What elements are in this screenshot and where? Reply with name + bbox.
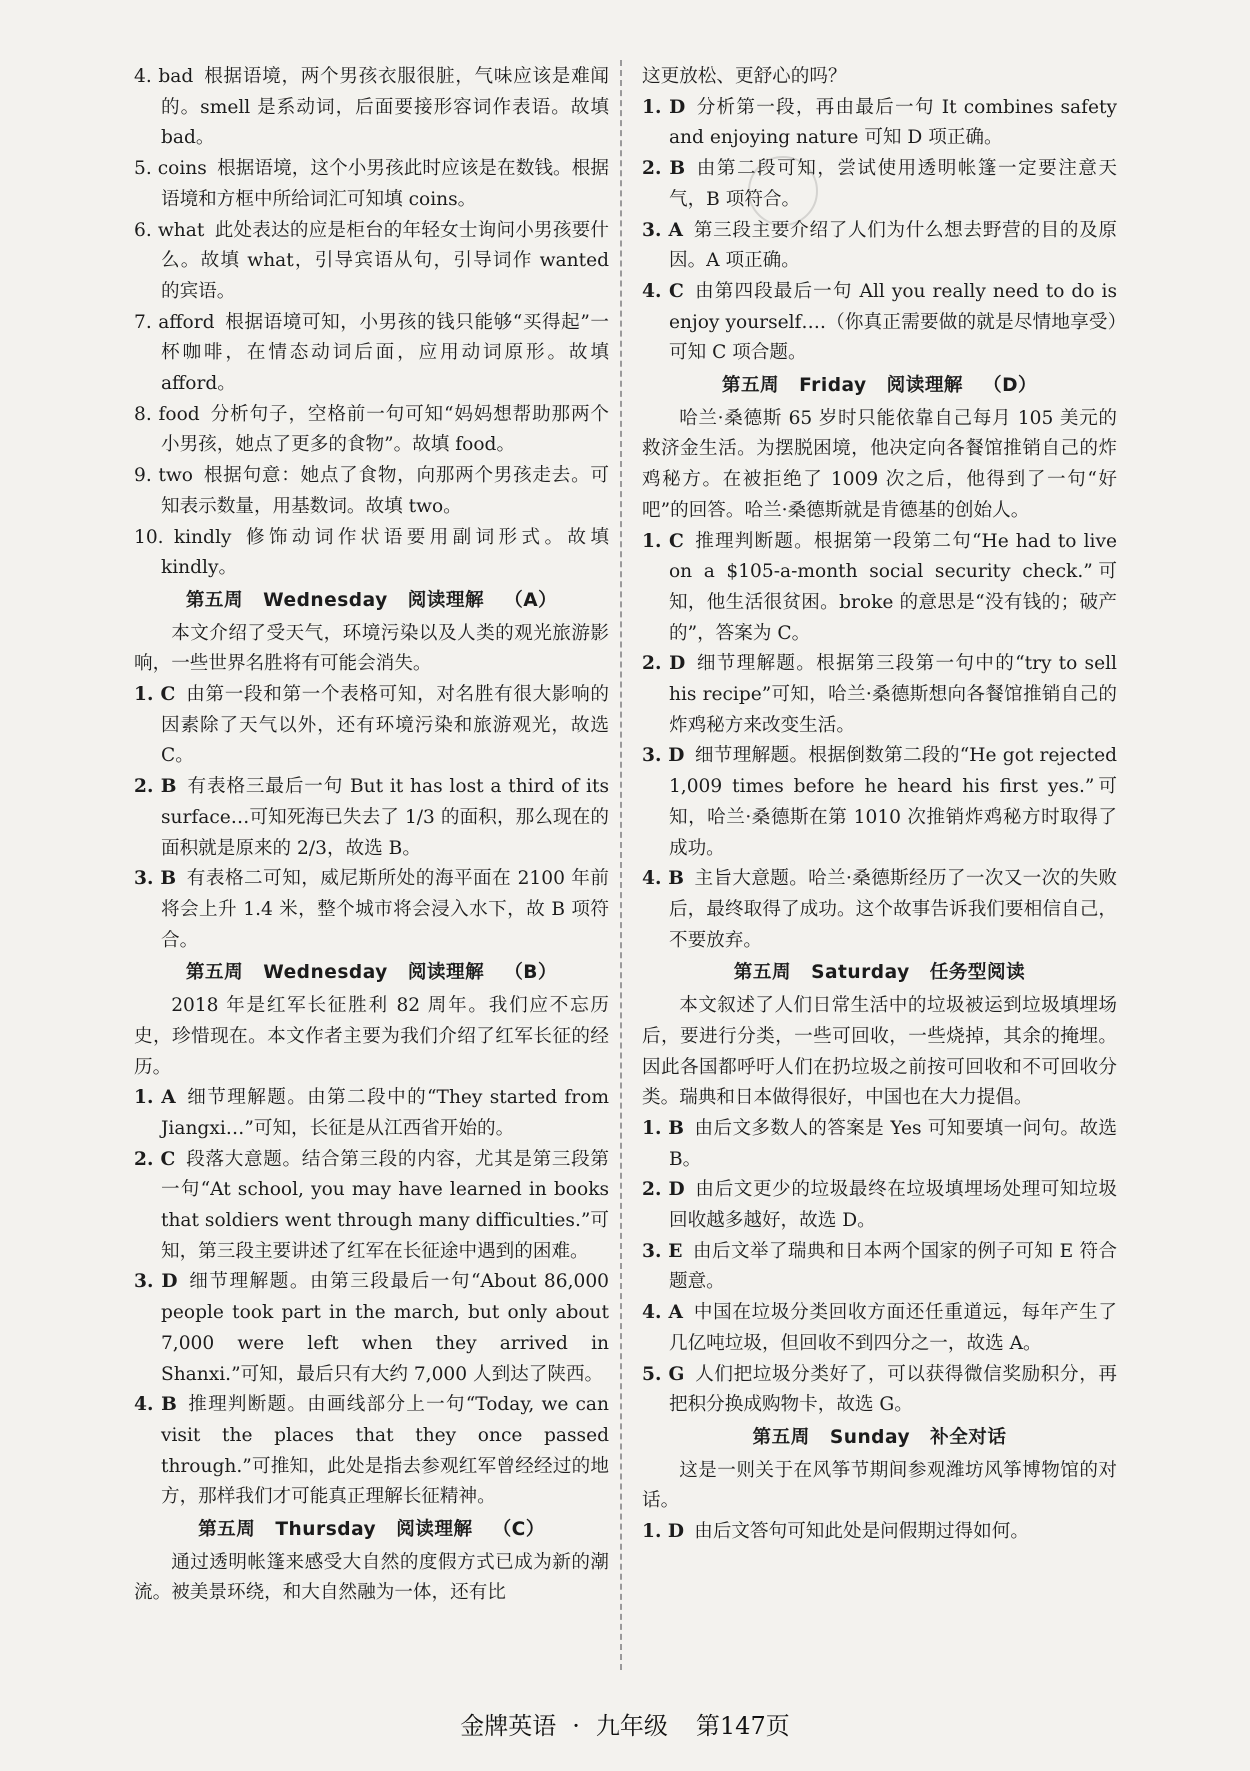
answer-item: 1. C 由第一段和第一个表格可知，对名胜有很大影响的因素除了天气以外，还有环境污染和旅游观光，故选 C。	[134, 684, 609, 767]
section-heading-wednesday-a: 第五周 Wednesday 阅读理解 （A）	[185, 589, 558, 611]
footer-separator: ·	[572, 1712, 580, 1740]
section-heading-thursday-c: 第五周 Thursday 阅读理解 （C）	[198, 1519, 545, 1541]
answer-item: 2. D 细节理解题。根据第三段第一句中的“try to sell his recipe”可知，哈兰·桑德斯想向各餐馆推销自己的炸鸡秘方来改变生活。	[642, 653, 1117, 736]
section-heading-wednesday-b: 第五周 Wednesday 阅读理解 （B）	[185, 962, 558, 984]
answer-item: 7. afford 根据语境可知，小男孩的钱只能够“买得起”一杯咖啡，在情态动词后面，应用动词原形。故填 afford。	[134, 311, 610, 395]
answer-item: 4. C 由第四段最后一句 All you really need to do is enjoy yourself….（你真正需要做的就是尽情地享受）可知 C 项合题。	[642, 280, 1117, 364]
answer-item: 1. B 由后文多数人的答案是 Yes 可知要填一问句。故选 B。	[642, 1117, 1117, 1170]
answer-item: 5. G 人们把垃圾分类好了，可以获得微信奖励积分，再把积分换成购物卡，故选 G。	[642, 1363, 1117, 1416]
column-divider	[620, 60, 622, 1670]
answer-item: 2. B 有表格三最后一句 But it has lost a third of its surface…可知死海已失去了 1/3 的面积，那么现在的面积就是原来的 2/3，故选 B。	[134, 776, 609, 859]
section-summary: 这是一则关于在风筝节期间参观潍坊风筝博物馆的对话。	[642, 1459, 1117, 1512]
answer-item: 3. B 有表格二可知，威尼斯所处的海平面在 2100 年前将会上升 1.4 米，整个城市将会浸入水下，故 B 项符合。	[134, 868, 609, 951]
answer-item: 3. E 由后文举了瑞典和日本两个国家的例子可知 E 符合题意。	[642, 1240, 1117, 1293]
section-summary: 本文介绍了受天气，环境污染以及人类的观光旅游影响，一些世界名胜将有可能会消失。	[134, 622, 609, 675]
page-number: 第147页	[695, 1712, 790, 1740]
section-summary: 哈兰·桑德斯 65 岁时只能依靠自己每月 105 美元的救济金生活。为摆脱困境，他决定向各餐馆推销自己的炸鸡秘方。在被拒绝了 1009 次之后，他得到了一句“好吧”的回答。哈兰·桑德斯就是肯德基的创始人。	[642, 407, 1117, 521]
book-title: 金牌英语	[460, 1712, 557, 1740]
section-summary: 本文叙述了人们日常生活中的垃圾被运到垃圾填埋场后，要进行分类，一些可回收，一些烧掉，其余的掩埋。因此各国都呼吁人们在扔垃圾之前按可回收和不可回收分类。瑞典和日本做得很好，中国也在大力提倡。	[642, 995, 1117, 1109]
answer-item: 1. A 细节理解题。由第二段中的“They started from Jiangxi…”可知，长征是从江西省开始的。	[134, 1087, 609, 1139]
right-column	[642, 62, 1117, 1548]
answer-item: 8. food 分析句子，空格前一句可知“妈妈想帮助那两个小男孩，她点了更多的食物”。故填 food。	[134, 403, 609, 456]
answer-item: 2. C 段落大意题。结合第三段的内容，尤其是第三段第一句“At school, you may have learned in books that soldiers went through many difficulties.”可知，第三段主要讲述了红军在长征途中遇到的困难。	[134, 1148, 609, 1262]
section-heading-friday-d: 第五周 Friday 阅读理解 （D）	[721, 375, 1038, 397]
answer-item: 4. B 推理判断题。由画线部分上一句“Today, we can visit the places that they once passed through.”可推知，此处是指去参观红军曾经经过的地方，那样我们才可能真正理解长征精神。	[134, 1394, 609, 1508]
answer-item: 1. D 分析第一段，再由最后一句 It combines safety and enjoying nature 可知 D 项正确。	[642, 96, 1117, 149]
fill-blank-answers	[134, 62, 609, 584]
answer-item: 2. B 由第二段可知，尝试使用透明帐篷一定要注意天气，B 项符合。	[642, 158, 1117, 210]
answer-item: 6. what 此处表达的应是柜台的年轻女士询问小男孩要什么。故填 what，引导宾语从句，引导词作 wanted 的宾语。	[134, 219, 609, 302]
section-summary: 通过透明帐篷来感受大自然的度假方式已成为新的潮流。被美景环绕，和大自然融为一体，还有比	[134, 1551, 609, 1604]
answer-item: 9. two 根据句意：她点了食物，向那两个男孩走去。可知表示数量，用基数词。故填 two。	[134, 465, 609, 517]
grade-label: 九年级	[595, 1712, 668, 1740]
answer-item: 4. A 中国在垃圾分类回收方面还任重道远，每年产生了几亿吨垃圾，但回收不到四分之一，故选 A。	[642, 1302, 1117, 1354]
section-summary: 2018 年是红军长征胜利 82 周年。我们应不忘历史，珍惜现在。本文作者主要为我们介绍了红军长征的经历。	[134, 995, 609, 1078]
page-footer	[0, 1706, 1250, 1741]
answer-item: 5. coins 根据语境，这个小男孩此时应该是在数钱。根据语境和方框中所给词汇可知填 coins。	[134, 158, 609, 210]
answer-item: 3. D 细节理解题。由第三段最后一句“About 86,000 people took part in the march, but only about 7,000 were left when they arrived in Shanxi.”可知，最后只有大约 7,000 人到达了陕西。	[134, 1271, 609, 1385]
answer-item: 1. D 由后文答句可知此处是问假期过得如何。	[642, 1521, 1029, 1543]
left-column	[134, 62, 609, 1609]
section-summary-continued: 这更放松、更舒心的吗？	[642, 66, 847, 87]
section-heading-sunday: 第五周 Sunday 补全对话	[752, 1426, 1007, 1448]
answer-item: 1. C 推理判断题。根据第一段第二句“He had to live on a $105-a-month social security check.”可知，他生活很贫困。broke 的意思是“没有钱的；破产的”，答案为 C。	[642, 530, 1117, 644]
answer-item: 4. B 主旨大意题。哈兰·桑德斯经历了一次又一次的失败后，最终取得了成功。这个故事告诉我们要相信自己，不要放弃。	[642, 868, 1117, 951]
answer-item: 2. D 由后文更少的垃圾最终在垃圾填埋场处理可知垃圾回收越多越好，故选 D。	[642, 1179, 1117, 1232]
answer-item: 3. D 细节理解题。根据倒数第二段的“He got rejected 1,009 times before he heard his first yes.”可知，哈兰·桑德斯在第 1010 次推销炸鸡秘方时取得了成功。	[642, 745, 1117, 859]
answer-item: 10. kindly 修饰动词作状语要用副词形式。故填 kindly。	[134, 526, 609, 579]
answer-item: 4. bad 根据语境，两个男孩衣服很脏，气味应该是难闻的。smell 是系动词，后面要接形容词作表语。故填 bad。	[134, 66, 609, 149]
answer-item: 3. A 第三段主要介绍了人们为什么想去野营的目的及原因。A 项正确。	[642, 219, 1117, 272]
section-heading-saturday: 第五周 Saturday 任务型阅读	[733, 962, 1026, 984]
